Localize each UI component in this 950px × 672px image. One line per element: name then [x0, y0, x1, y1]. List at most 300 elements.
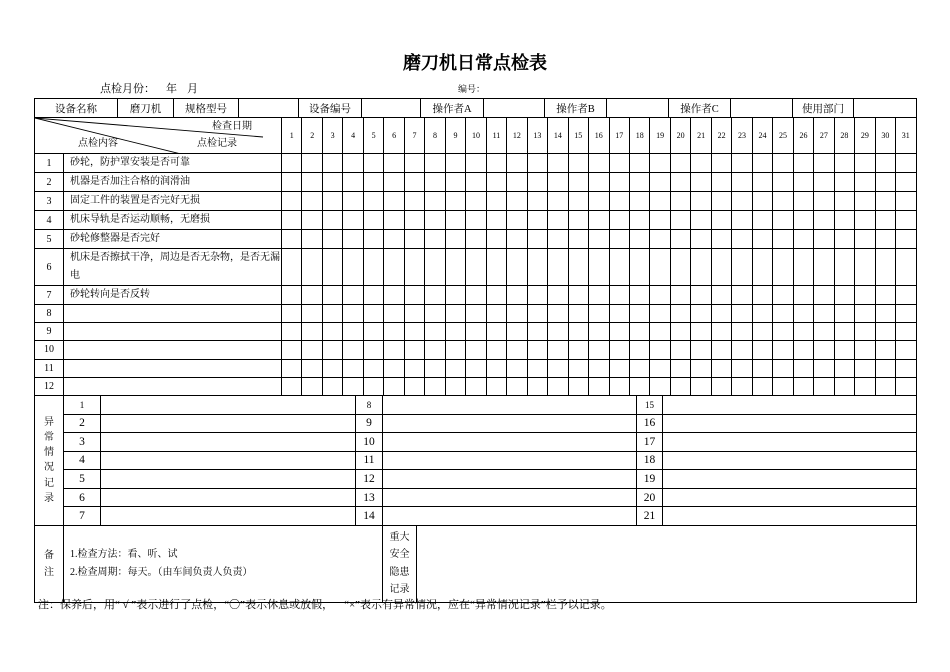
check-cell	[527, 173, 547, 192]
check-cell	[814, 211, 834, 230]
check-cell	[425, 377, 445, 395]
check-cell	[629, 377, 649, 395]
check-cell	[589, 377, 609, 395]
check-cell	[773, 341, 793, 359]
check-cell	[650, 154, 670, 173]
check-cell	[527, 323, 547, 341]
check-cell	[609, 249, 629, 286]
check-cell	[855, 286, 875, 305]
check-cell	[404, 323, 424, 341]
check-cell	[814, 341, 834, 359]
check-cell	[363, 192, 383, 211]
abnormal-entry-cell	[383, 507, 637, 526]
check-cell	[773, 249, 793, 286]
check-cell	[629, 323, 649, 341]
check-cell	[691, 249, 711, 286]
check-cell	[691, 192, 711, 211]
check-cell	[629, 173, 649, 192]
check-cell	[486, 211, 506, 230]
check-cell	[855, 211, 875, 230]
abnormal-entry-number: 6	[64, 488, 101, 507]
check-cell	[363, 341, 383, 359]
check-cell	[589, 230, 609, 249]
abnormal-entry-cell	[383, 451, 637, 470]
check-cell	[855, 173, 875, 192]
department-value-cell	[854, 99, 917, 118]
check-cell	[302, 377, 322, 395]
check-cell	[425, 249, 445, 286]
check-cell	[650, 192, 670, 211]
check-cell	[691, 154, 711, 173]
check-cell	[711, 341, 731, 359]
check-cell	[322, 341, 342, 359]
check-cell	[343, 377, 363, 395]
check-cell	[548, 359, 568, 377]
check-cell	[670, 192, 690, 211]
check-cell	[670, 173, 690, 192]
check-cell	[404, 154, 424, 173]
check-cell	[732, 230, 752, 249]
check-cell	[302, 305, 322, 323]
abnormal-entry-cell	[663, 395, 917, 414]
check-cell	[282, 192, 302, 211]
abnormal-entry-number: 17	[637, 433, 663, 452]
check-cell	[793, 359, 813, 377]
abnormal-entry-number: 21	[637, 507, 663, 526]
check-cell	[466, 173, 486, 192]
check-cell	[711, 230, 731, 249]
remarks-label: 备注	[44, 549, 54, 578]
check-cell	[834, 249, 854, 286]
check-cell	[691, 341, 711, 359]
check-cell	[875, 341, 895, 359]
check-cell	[466, 249, 486, 286]
check-cell	[855, 359, 875, 377]
check-item-row	[35, 192, 917, 211]
check-cell	[363, 323, 383, 341]
abnormal-record-label: 异常情况记录	[44, 416, 54, 504]
check-cell	[896, 341, 916, 359]
check-item-row	[35, 377, 917, 395]
check-cell	[650, 359, 670, 377]
check-cell	[609, 305, 629, 323]
check-cell	[589, 323, 609, 341]
check-cell	[691, 305, 711, 323]
check-cell	[896, 377, 916, 395]
check-cell	[302, 211, 322, 230]
major-hazard-label-cell	[383, 525, 417, 602]
check-cell	[466, 341, 486, 359]
abnormal-entry-cell	[663, 507, 917, 526]
checklist-header-row	[35, 118, 917, 154]
check-cell	[404, 305, 424, 323]
check-cell	[855, 230, 875, 249]
check-item-row	[35, 249, 917, 286]
check-cell	[773, 154, 793, 173]
abnormal-row	[35, 433, 917, 452]
check-cell	[486, 341, 506, 359]
abnormal-entry-number: 15	[637, 395, 663, 414]
check-cell	[896, 211, 916, 230]
footnote: 注：保养后，用“ √ ”表示进行了点检，“〇”表示休息或放假， “×”表示有异常情况，应在“异常情况记录”栏予以记录。	[38, 599, 612, 611]
day-column-header: 12	[507, 118, 527, 154]
check-cell	[793, 377, 813, 395]
day-column-header: 2	[302, 118, 322, 154]
check-cell	[384, 341, 404, 359]
day-column-header: 10	[466, 118, 486, 154]
check-cell	[548, 192, 568, 211]
check-cell	[282, 230, 302, 249]
check-item-row	[35, 305, 917, 323]
remarks-table	[34, 525, 917, 603]
check-cell	[875, 377, 895, 395]
check-cell	[548, 230, 568, 249]
check-cell	[282, 305, 302, 323]
check-cell	[834, 341, 854, 359]
check-cell	[629, 154, 649, 173]
check-cell	[486, 173, 506, 192]
check-cell	[629, 359, 649, 377]
day-column-header: 7	[404, 118, 424, 154]
check-cell	[752, 341, 772, 359]
check-cell	[773, 305, 793, 323]
check-cell	[793, 341, 813, 359]
abnormal-entry-cell	[383, 488, 637, 507]
remarks-row	[35, 525, 917, 602]
check-item-row	[35, 286, 917, 305]
check-cell	[875, 323, 895, 341]
abnormal-entry-number: 12	[356, 470, 383, 489]
check-cell	[855, 249, 875, 286]
check-cell	[629, 192, 649, 211]
check-cell	[343, 211, 363, 230]
abnormal-entry-number: 20	[637, 488, 663, 507]
check-cell	[855, 192, 875, 211]
check-cell	[404, 211, 424, 230]
abnormal-entry-number: 7	[64, 507, 101, 526]
check-cell	[875, 192, 895, 211]
check-cell	[568, 323, 588, 341]
check-cell	[507, 192, 527, 211]
check-cell	[875, 286, 895, 305]
check-cell	[875, 359, 895, 377]
check-cell	[896, 286, 916, 305]
check-cell	[855, 377, 875, 395]
abnormal-entry-cell	[383, 470, 637, 489]
check-cell	[814, 154, 834, 173]
check-cell	[814, 305, 834, 323]
check-cell	[834, 305, 854, 323]
abnormal-row	[35, 470, 917, 489]
check-cell	[548, 154, 568, 173]
check-item-row	[35, 359, 917, 377]
check-cell	[302, 249, 322, 286]
check-cell	[404, 173, 424, 192]
check-cell	[282, 323, 302, 341]
check-cell	[527, 286, 547, 305]
check-cell	[609, 377, 629, 395]
day-column-header: 22	[711, 118, 731, 154]
remarks-line-cycle: 2.检查周期：每天。（由车间负责人负责）	[70, 566, 253, 578]
check-cell	[568, 305, 588, 323]
check-cell	[363, 305, 383, 323]
form-title: 磨刀机日常点检表	[403, 53, 547, 73]
day-column-header: 24	[752, 118, 772, 154]
check-cell	[384, 173, 404, 192]
check-cell	[814, 192, 834, 211]
check-cell	[834, 359, 854, 377]
check-cell	[486, 249, 506, 286]
check-cell	[670, 377, 690, 395]
check-cell	[384, 323, 404, 341]
check-cell	[363, 359, 383, 377]
check-cell	[896, 249, 916, 286]
check-cell	[568, 249, 588, 286]
check-cell	[732, 173, 752, 192]
check-cell	[793, 173, 813, 192]
check-cell	[670, 323, 690, 341]
check-cell	[711, 305, 731, 323]
check-cell	[445, 211, 465, 230]
check-cell	[691, 211, 711, 230]
check-cell	[609, 211, 629, 230]
check-cell	[568, 359, 588, 377]
check-cell	[752, 249, 772, 286]
abnormal-row	[35, 507, 917, 526]
check-cell	[814, 173, 834, 192]
check-cell	[773, 192, 793, 211]
check-cell	[855, 341, 875, 359]
check-cell	[282, 359, 302, 377]
check-cell	[814, 249, 834, 286]
check-cell	[834, 192, 854, 211]
abnormal-entry-cell	[101, 470, 356, 489]
abnormal-entry-number: 10	[356, 433, 383, 452]
check-cell	[363, 377, 383, 395]
abnormal-entry-number: 1	[64, 395, 101, 414]
check-cell	[752, 359, 772, 377]
abnormal-label-cell	[35, 395, 64, 525]
model-label: 规格型号	[174, 99, 239, 118]
check-cell	[486, 377, 506, 395]
operator-a-value-cell	[484, 99, 545, 118]
item-number: 4	[35, 211, 64, 230]
check-cell	[589, 286, 609, 305]
check-cell	[466, 192, 486, 211]
check-cell	[568, 341, 588, 359]
check-date-label: 检查日期	[212, 121, 252, 132]
check-cell	[527, 192, 547, 211]
abnormal-entry-cell	[663, 470, 917, 489]
check-cell	[322, 305, 342, 323]
check-cell	[855, 154, 875, 173]
check-cell	[527, 211, 547, 230]
abnormal-entry-cell	[663, 414, 917, 433]
check-cell	[650, 341, 670, 359]
check-cell	[404, 377, 424, 395]
day-column-header: 1	[282, 118, 302, 154]
operator-b-value-cell	[607, 99, 669, 118]
check-cell	[322, 377, 342, 395]
check-cell	[589, 154, 609, 173]
item-number: 2	[35, 173, 64, 192]
check-cell	[814, 230, 834, 249]
check-cell	[507, 377, 527, 395]
check-cell	[670, 230, 690, 249]
check-cell	[670, 154, 690, 173]
day-column-header: 19	[650, 118, 670, 154]
check-cell	[507, 305, 527, 323]
form-number-label: 编号：	[458, 84, 486, 94]
check-item-row	[35, 230, 917, 249]
check-cell	[752, 211, 772, 230]
check-cell	[343, 286, 363, 305]
inspection-month-label: 点检月份：	[100, 83, 155, 95]
check-cell	[589, 341, 609, 359]
check-cell	[752, 173, 772, 192]
check-cell	[445, 173, 465, 192]
day-column-header: 16	[589, 118, 609, 154]
day-column-header: 6	[384, 118, 404, 154]
check-cell	[466, 305, 486, 323]
item-content	[64, 305, 282, 323]
check-cell	[609, 230, 629, 249]
check-cell	[302, 154, 322, 173]
check-cell	[507, 173, 527, 192]
check-cell	[466, 323, 486, 341]
check-cell	[793, 154, 813, 173]
check-cell	[670, 341, 690, 359]
check-cell	[322, 286, 342, 305]
check-cell	[711, 377, 731, 395]
check-cell	[732, 192, 752, 211]
check-cell	[548, 377, 568, 395]
check-cell	[609, 173, 629, 192]
check-cell	[691, 230, 711, 249]
check-cell	[507, 323, 527, 341]
check-cell	[875, 230, 895, 249]
check-cell	[282, 249, 302, 286]
check-cell	[507, 154, 527, 173]
abnormal-entry-cell	[101, 451, 356, 470]
check-cell	[302, 173, 322, 192]
item-content	[64, 359, 282, 377]
check-cell	[404, 192, 424, 211]
check-cell	[343, 359, 363, 377]
diagonal-header-cell	[35, 118, 282, 154]
check-cell	[527, 230, 547, 249]
check-cell	[732, 211, 752, 230]
check-cell	[507, 230, 527, 249]
item-content: 砂轮修整器是否完好	[64, 230, 282, 249]
check-cell	[814, 323, 834, 341]
day-column-header: 30	[875, 118, 895, 154]
check-cell	[650, 286, 670, 305]
check-cell	[507, 341, 527, 359]
check-cell	[282, 377, 302, 395]
item-content	[64, 377, 282, 395]
check-cell	[773, 173, 793, 192]
day-column-header: 8	[425, 118, 445, 154]
check-cell	[752, 305, 772, 323]
check-cell	[834, 377, 854, 395]
check-cell	[609, 154, 629, 173]
check-cell	[834, 230, 854, 249]
check-cell	[322, 359, 342, 377]
check-cell	[384, 230, 404, 249]
check-cell	[548, 286, 568, 305]
check-cell	[425, 154, 445, 173]
check-cell	[629, 341, 649, 359]
check-cell	[302, 286, 322, 305]
equipment-name-label: 设备名称	[35, 99, 118, 118]
remarks-line-method: 1.检查方法：看、听、试	[70, 548, 178, 560]
check-cell	[650, 211, 670, 230]
item-content: 机器是否加注合格的润滑油	[64, 173, 282, 192]
operator-a-label: 操作者A	[421, 99, 484, 118]
inspection-form	[34, 98, 916, 603]
abnormal-entry-cell	[383, 395, 637, 414]
check-cell	[691, 173, 711, 192]
check-cell	[322, 323, 342, 341]
check-cell	[732, 286, 752, 305]
check-cell	[773, 230, 793, 249]
check-cell	[466, 154, 486, 173]
check-cell	[466, 377, 486, 395]
day-column-header: 11	[486, 118, 506, 154]
check-cell	[609, 323, 629, 341]
check-cell	[629, 286, 649, 305]
remarks-content	[64, 525, 383, 602]
check-cell	[568, 154, 588, 173]
check-cell	[691, 359, 711, 377]
check-cell	[343, 341, 363, 359]
check-cell	[507, 249, 527, 286]
check-cell	[322, 173, 342, 192]
check-cell	[670, 249, 690, 286]
major-hazard-label: 重大安全隐患记录	[389, 531, 410, 596]
check-cell	[404, 341, 424, 359]
check-cell	[384, 154, 404, 173]
check-cell	[548, 249, 568, 286]
check-cell	[445, 359, 465, 377]
check-cell	[425, 192, 445, 211]
check-cell	[404, 249, 424, 286]
check-cell	[486, 230, 506, 249]
check-cell	[302, 359, 322, 377]
check-cell	[322, 192, 342, 211]
item-number: 9	[35, 323, 64, 341]
item-content: 砂轮，防护罩安装是否可靠	[64, 154, 282, 173]
check-cell	[343, 192, 363, 211]
check-cell	[445, 154, 465, 173]
check-cell	[425, 323, 445, 341]
item-number: 1	[35, 154, 64, 173]
inspection-month-line	[100, 82, 198, 96]
check-cell	[711, 211, 731, 230]
check-cell	[486, 305, 506, 323]
check-cell	[629, 230, 649, 249]
abnormal-entry-number: 4	[64, 451, 101, 470]
abnormal-entry-cell	[383, 433, 637, 452]
check-cell	[650, 305, 670, 323]
check-cell	[425, 305, 445, 323]
check-cell	[589, 192, 609, 211]
check-cell	[282, 341, 302, 359]
check-cell	[650, 173, 670, 192]
check-cell	[445, 286, 465, 305]
check-cell	[793, 305, 813, 323]
